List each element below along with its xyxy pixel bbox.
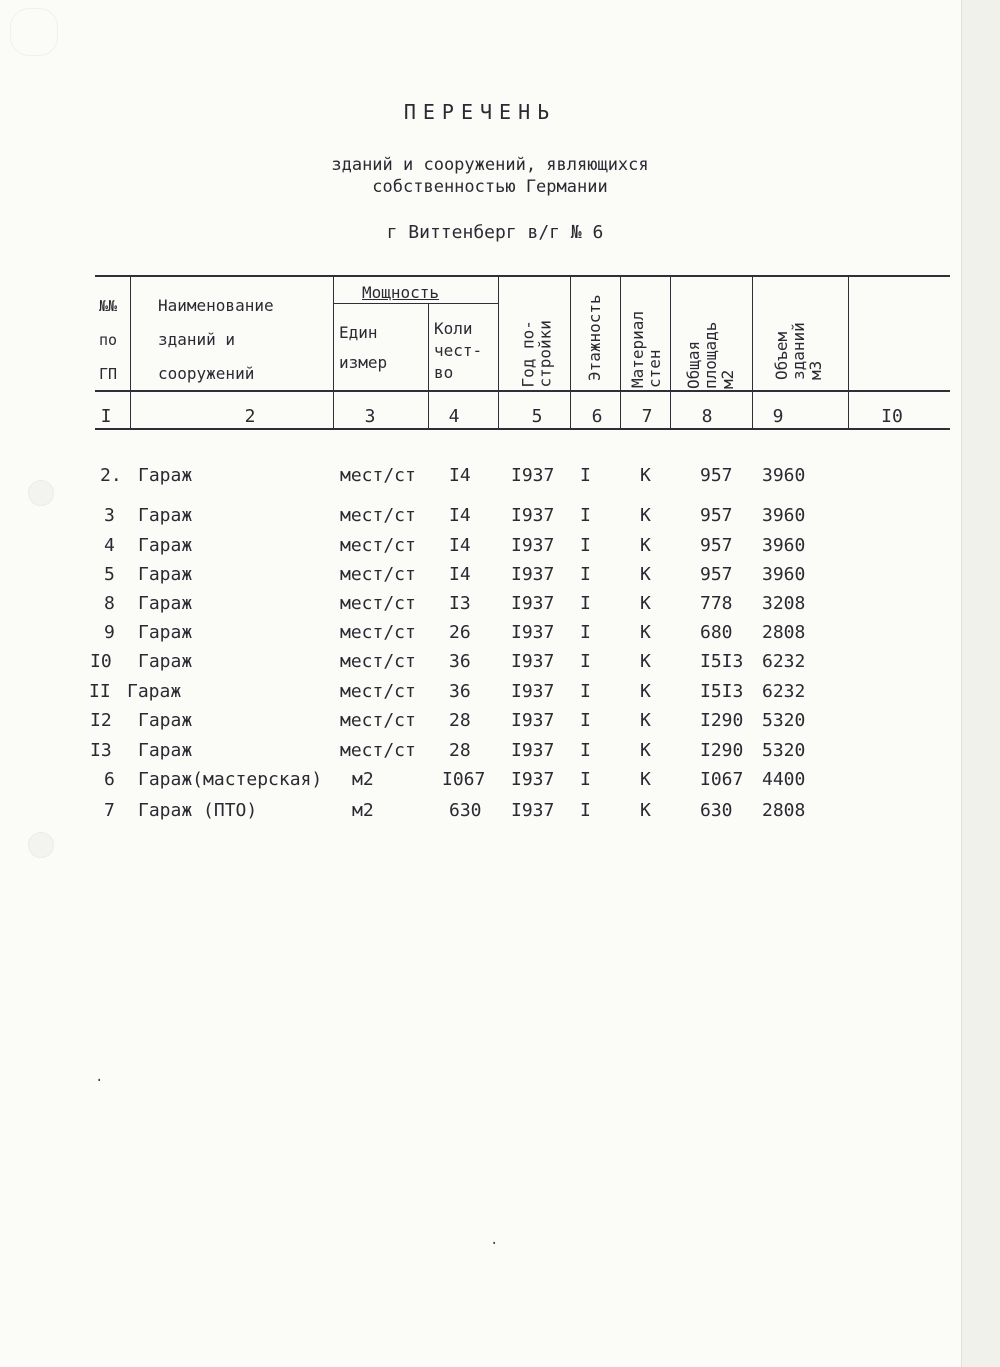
row-area: 680 — [700, 622, 733, 643]
row-floors: I — [580, 564, 591, 585]
header-power-group: Мощность — [362, 283, 440, 302]
row-name: Гараж — [138, 622, 193, 643]
row-quantity: I4 — [449, 505, 471, 526]
row-name: Гараж(мастерская) — [138, 769, 323, 790]
column-number: 4 — [448, 406, 460, 427]
row-material: К — [640, 505, 651, 526]
row-name: Гараж — [127, 681, 182, 702]
header-volume: Объем зданий м3 — [772, 322, 825, 380]
row-area: 957 — [700, 535, 733, 556]
header-wall-material: Материал стен — [628, 310, 664, 388]
row-area: I290 — [700, 710, 744, 731]
column-number: 6 — [591, 406, 603, 427]
row-year: I937 — [511, 622, 555, 643]
subtitle-line: собственностью Германии — [372, 177, 608, 197]
header-line: зданий и — [158, 330, 236, 349]
row-floors: I — [580, 681, 591, 702]
row-volume: 4400 — [762, 769, 806, 790]
row-floors: I — [580, 710, 591, 731]
row-volume: 2808 — [762, 800, 806, 821]
row-material: К — [640, 564, 651, 585]
row-volume: 3960 — [762, 465, 806, 486]
row-number: 5 — [104, 564, 115, 585]
header-floors: Этажность — [585, 294, 604, 381]
column-number: 8 — [701, 406, 713, 427]
row-year: I937 — [511, 593, 555, 614]
row-number: 3 — [104, 505, 115, 526]
row-unit: мест/ст — [340, 681, 416, 702]
row-area: 630 — [700, 800, 733, 821]
row-name: Гараж — [138, 593, 193, 614]
header-line: сооружений — [158, 364, 255, 383]
row-material: К — [640, 593, 651, 614]
header-line: во — [434, 363, 454, 382]
row-number: I2 — [90, 710, 112, 731]
row-number: I3 — [90, 740, 112, 761]
column-number: I — [100, 406, 112, 427]
row-unit: мест/ст — [340, 505, 416, 526]
row-number: II — [89, 681, 111, 702]
row-year: I937 — [511, 564, 555, 585]
document-title: ПЕРЕЧЕНЬ — [403, 100, 557, 124]
column-divider — [848, 275, 849, 430]
column-number: I0 — [881, 406, 903, 427]
row-number: 6 — [104, 769, 115, 790]
row-year: I937 — [511, 505, 555, 526]
column-number: 3 — [364, 406, 376, 427]
row-quantity: 28 — [449, 740, 471, 761]
column-divider — [498, 275, 499, 430]
row-name: Гараж — [138, 564, 193, 585]
row-quantity: 26 — [449, 622, 471, 643]
row-name: Гараж — [138, 710, 193, 731]
header-line: Един — [339, 323, 378, 342]
header-year: Год по- стройки — [518, 320, 555, 388]
row-floors: I — [580, 651, 591, 672]
header-line: ГП — [99, 365, 118, 383]
row-volume: 3960 — [762, 564, 806, 585]
row-floors: I — [580, 593, 591, 614]
row-volume: 5320 — [762, 710, 806, 731]
header-line: измер — [339, 353, 388, 372]
row-volume: 3960 — [762, 535, 806, 556]
header-total-area: Общая площадь м2 — [684, 321, 737, 389]
row-quantity: 630 — [449, 800, 482, 821]
row-unit: мест/ст — [340, 593, 416, 614]
row-unit: мест/ст — [340, 622, 416, 643]
header-number — [99, 289, 117, 391]
row-number: 7 — [104, 800, 115, 821]
row-material: К — [640, 651, 651, 672]
row-area: I5I3 — [700, 651, 744, 672]
row-material: К — [640, 465, 651, 486]
row-volume: 5320 — [762, 740, 806, 761]
row-floors: I — [580, 622, 591, 643]
row-quantity: I067 — [442, 769, 486, 790]
row-area: 957 — [700, 564, 733, 585]
row-unit: мест/ст — [340, 651, 416, 672]
row-name: Гараж — [138, 505, 193, 526]
row-area: I067 — [700, 769, 744, 790]
row-unit: мест/ст — [340, 710, 416, 731]
row-name: Гараж (ПТО) — [138, 800, 258, 821]
row-material: К — [640, 800, 651, 821]
header-line: Наименование — [158, 296, 274, 315]
row-year: I937 — [511, 769, 555, 790]
row-number: 8 — [104, 593, 115, 614]
row-floors: I — [580, 740, 591, 761]
row-volume: 6232 — [762, 681, 806, 702]
row-quantity: 36 — [449, 651, 471, 672]
ink-speck: · — [490, 1236, 499, 1252]
document-location: г Виттенберг в/г № 6 — [386, 222, 604, 243]
column-number: 2 — [244, 406, 256, 427]
row-year: I937 — [511, 740, 555, 761]
punch-hole — [28, 480, 54, 506]
row-quantity: I4 — [449, 465, 471, 486]
corner-stamp-mark — [10, 8, 58, 56]
row-floors: I — [580, 769, 591, 790]
row-floors: I — [580, 800, 591, 821]
row-unit: мест/ст — [340, 535, 416, 556]
row-material: К — [640, 740, 651, 761]
row-quantity: 28 — [449, 710, 471, 731]
row-name: Гараж — [138, 465, 193, 486]
row-area: I5I3 — [700, 681, 744, 702]
row-material: К — [640, 710, 651, 731]
row-floors: I — [580, 505, 591, 526]
row-number: 9 — [104, 622, 115, 643]
row-year: I937 — [511, 681, 555, 702]
column-number: 5 — [531, 406, 543, 427]
row-unit: м2 — [352, 769, 374, 790]
row-year: I937 — [511, 465, 555, 486]
ink-speck: · — [95, 1073, 104, 1089]
row-area: 957 — [700, 465, 733, 486]
row-volume: 2808 — [762, 622, 806, 643]
row-name: Гараж — [138, 535, 193, 556]
subtitle-line: зданий и сооружений, являющихся — [331, 155, 649, 175]
row-volume: 3960 — [762, 505, 806, 526]
row-year: I937 — [511, 710, 555, 731]
row-number: 2. — [100, 465, 122, 486]
row-material: К — [640, 535, 651, 556]
row-name: Гараж — [138, 651, 193, 672]
row-name: Гараж — [138, 740, 193, 761]
document-subtitle — [300, 154, 680, 198]
row-year: I937 — [511, 651, 555, 672]
page-edge — [961, 0, 1000, 1367]
header-line: №№ — [99, 297, 118, 315]
row-area: 957 — [700, 505, 733, 526]
row-number: 4 — [104, 535, 115, 556]
row-floors: I — [580, 535, 591, 556]
row-unit: мест/ст — [340, 465, 416, 486]
row-area: I290 — [700, 740, 744, 761]
row-material: К — [640, 769, 651, 790]
table-top-rule — [95, 275, 950, 277]
row-volume: 3208 — [762, 593, 806, 614]
row-material: К — [640, 681, 651, 702]
row-quantity: I4 — [449, 535, 471, 556]
row-quantity: I4 — [449, 564, 471, 585]
header-name — [158, 289, 274, 391]
column-numbers-rule — [95, 428, 950, 430]
row-floors: I — [580, 465, 591, 486]
row-unit: мест/ст — [340, 740, 416, 761]
row-quantity: I3 — [449, 593, 471, 614]
header-unit — [339, 318, 387, 378]
header-line: чест- — [434, 341, 483, 360]
row-unit: мест/ст — [340, 564, 416, 585]
header-quantity — [434, 318, 482, 384]
row-number: I0 — [90, 651, 112, 672]
row-year: I937 — [511, 800, 555, 821]
row-material: К — [640, 622, 651, 643]
row-unit: м2 — [352, 800, 374, 821]
row-year: I937 — [511, 535, 555, 556]
column-number: 9 — [772, 406, 784, 427]
row-area: 778 — [700, 593, 733, 614]
punch-hole — [28, 832, 54, 858]
column-number: 7 — [641, 406, 653, 427]
row-quantity: 36 — [449, 681, 471, 702]
header-line: по — [99, 331, 118, 349]
column-divider — [333, 275, 334, 430]
header-line: Коли — [434, 319, 473, 338]
row-volume: 6232 — [762, 651, 806, 672]
